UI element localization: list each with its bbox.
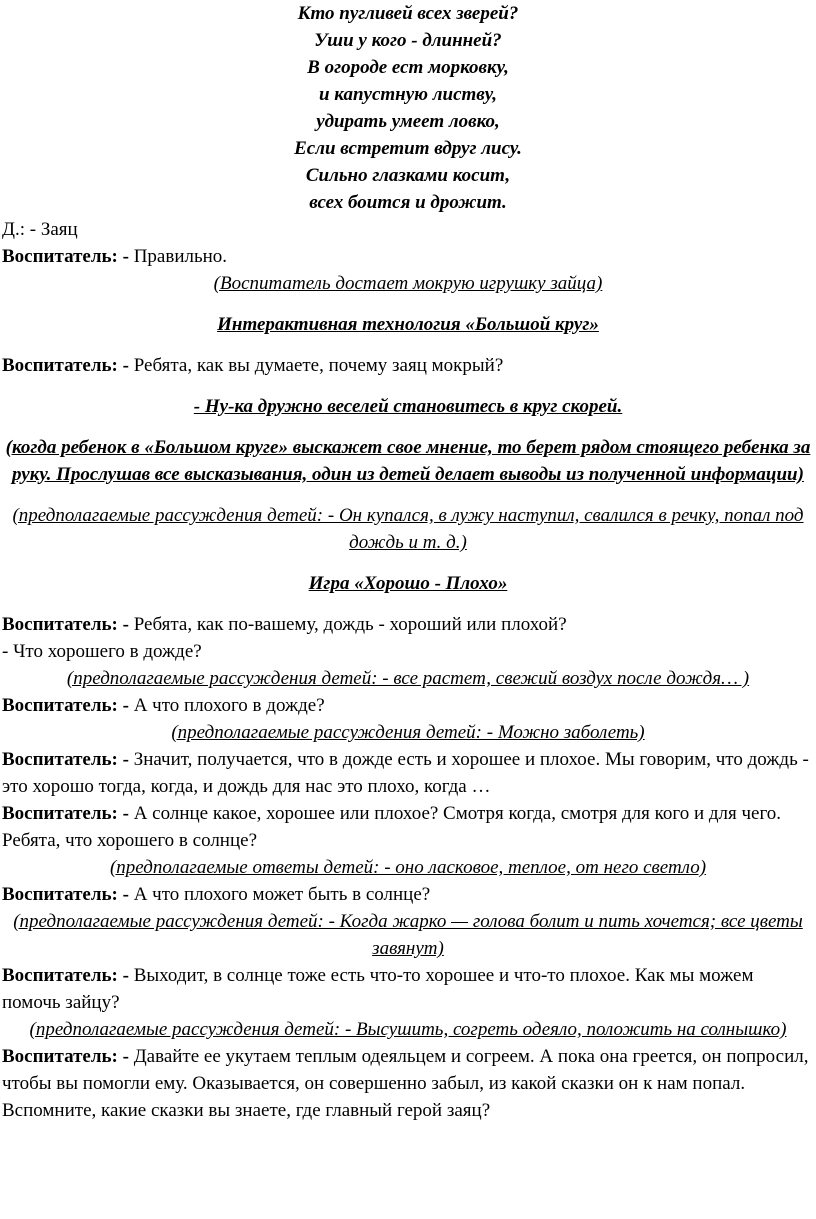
teacher-speech: Значит, получается, что в дожде есть и хорошее и плохое. Мы говорим, что дождь - это хорошо тогда, когда, и дождь для нас это плохо, когда … [2, 749, 809, 797]
teacher-line [2, 1043, 814, 1124]
teacher-line [2, 881, 814, 908]
speaker-label: Воспитатель: - [2, 695, 129, 716]
teacher-line [2, 352, 814, 379]
teacher-speech: А что плохого в дожде? [133, 695, 325, 716]
poem-line: Сильно глазками косит, [305, 165, 511, 186]
stage-note: (когда ребенок в «Большом круге» выскажет свое мнение, то берет рядом стоящего ребенка за руку. Прослушав все высказывания, один из детей делает выводы из полученной информации) [5, 437, 811, 485]
poem-line: Если встретит вдруг лису. [294, 138, 522, 159]
teacher-speech: Ребята, как по-вашему, дождь - хороший или плохой? [133, 614, 567, 635]
question-line: - Что хорошего в дожде? [2, 641, 202, 662]
speaker-label: Воспитатель: - [2, 1046, 129, 1067]
poem-line: В огороде ест морковку, [307, 57, 509, 78]
teacher-speech: А что плохого может быть в солнце? [133, 884, 431, 905]
teacher-speech: Давайте ее укутаем теплым одеяльцем и согреем. А пока она греется, он попросил, чтобы вы помогли ему. Оказывается, он совершенно забыл, из какой сказки он к нам попал. Вспомните, какие сказки вы знаете, где главный герой заяц? [2, 1046, 809, 1121]
riddle-poem [2, 0, 814, 216]
expected-answers: (предполагаемые рассуждения детей: - Высушить, согреть одеяло, положить на солнышко) [29, 1019, 787, 1040]
poem-line: Кто пугливей всех зверей? [297, 3, 519, 24]
speaker-label: Воспитатель: - [2, 965, 129, 986]
expected-answers: (предполагаемые рассуждения детей: - Когда жарко — голова болит и пить хочется; все цветы завянут) [13, 911, 803, 959]
speaker-label: Воспитатель: - [2, 355, 129, 376]
teacher-line [2, 962, 814, 1016]
teacher-speech: Ребята, как вы думаете, почему заяц мокрый? [133, 355, 504, 376]
poem-line: и капустную листву, [318, 84, 498, 105]
speaker-label: Воспитатель: - [2, 614, 129, 635]
speaker-label: Воспитатель: - [2, 803, 129, 824]
expected-answers: (предполагаемые рассуждения детей: - Он купался, в лужу наступил, свалился в речку, попал под дождь и т. д.) [12, 505, 804, 553]
children-answer: Д.: - Заяц [2, 219, 78, 240]
speaker-label: Воспитатель: - [2, 884, 129, 905]
expected-answers: (предполагаемые ответы детей: - оно ласковое, теплое, от него светло) [109, 857, 707, 878]
teacher-line [2, 800, 814, 854]
speaker-label: Воспитатель: - [2, 246, 129, 267]
teacher-line [2, 746, 814, 800]
expected-answers: (предполагаемые рассуждения детей: - все растет, свежий воздух после дождя… ) [66, 668, 750, 689]
poem-line: удирать умеет ловко, [316, 111, 500, 132]
teacher-speech: Правильно. [133, 246, 228, 267]
poem-line: всех боится и дрожит. [309, 192, 507, 213]
teacher-line [2, 243, 814, 270]
section-heading: Интерактивная технология «Большой круг» [217, 314, 599, 335]
poem-line: Уши у кого - длинней? [314, 30, 502, 51]
teacher-line [2, 692, 814, 719]
teacher-speech: А солнце какое, хорошее или плохое? Смотря когда, смотря для кого и для чего. Ребята, что хорошего в солнце? [2, 803, 782, 851]
section-heading: Игра «Хорошо - Плохо» [308, 573, 508, 594]
game-call: - Ну-ка дружно веселей становитесь в круг скорей. [193, 396, 623, 417]
speaker-label: Воспитатель: - [2, 749, 129, 770]
stage-note: (Воспитатель достает мокрую игрушку зайца) [213, 273, 603, 294]
teacher-speech: Выходит, в солнце тоже есть что-то хорошее и что-то плохое. Как мы можем помочь зайцу? [2, 965, 754, 1013]
expected-answers: (предполагаемые рассуждения детей: - Можно заболеть) [171, 722, 645, 743]
teacher-line [2, 611, 814, 638]
